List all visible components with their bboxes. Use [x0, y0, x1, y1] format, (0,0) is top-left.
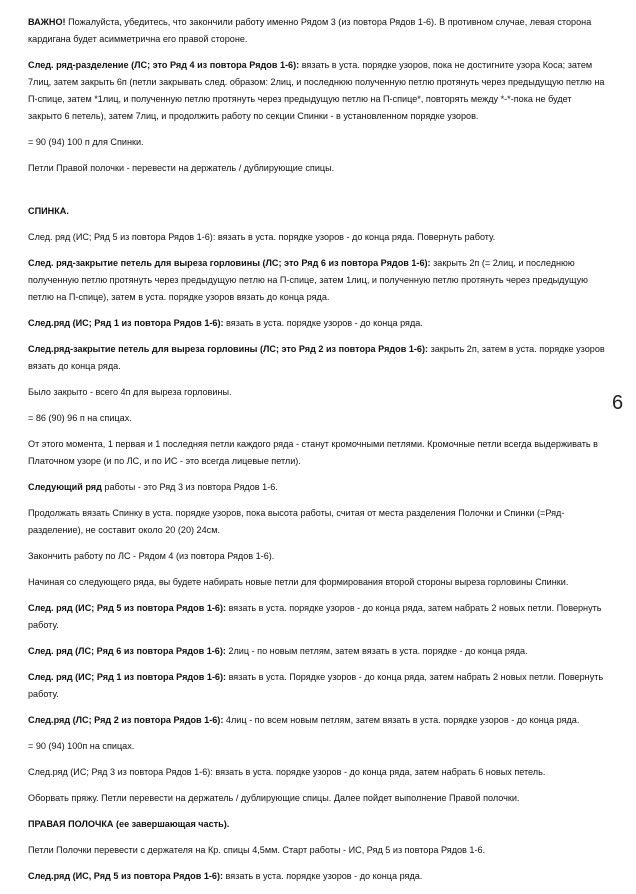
paragraph-row2: [28, 712, 606, 729]
paragraph-text: закрыть 2п (= 2лиц, и последнюю полученную петлю протянуть через предыдущую петлю на П-спице, затем 1лиц, и полученную петлю протянуть через предыдущую петлю на П-спице), затем в уста. порядке узоров вязать до конца ряда.: [28, 258, 588, 302]
paragraph-bold: След.ряд (ИС, Ряд 5 из повтора Рядов 1-6):: [28, 871, 224, 881]
paragraph-cast-on-intro: [28, 574, 606, 591]
paragraph-stitch-count-90: [28, 738, 606, 755]
section-heading-back: [28, 203, 606, 220]
heading-text: СПИНКА.: [28, 206, 69, 216]
paragraph-text: = 90 (94) 100п на спицах.: [28, 741, 135, 751]
paragraph-back-count: [28, 134, 606, 151]
paragraph-bound-total: [28, 384, 606, 401]
paragraph-right-front-hold: [28, 160, 606, 177]
paragraph-stitch-count-86: [28, 410, 606, 427]
paragraph-text: Начиная со следующего ряда, вы будете набирать новые петли для формирования второй стороны выреза горловины Спинки.: [28, 577, 569, 587]
paragraph-bold: След. ряд (ЛС; Ряд 6 из повтора Рядов 1-6):: [28, 646, 226, 656]
paragraph-next-row: [28, 479, 606, 496]
paragraph-bold: След. ряд (ИС; Ряд 5 из повтора Рядов 1-6):: [28, 603, 227, 613]
paragraph-text: След. ряд (ИС; Ряд 5 из повтора Рядов 1-6): вязать в уста. порядке узоров - до конца ряда. Повернуть работу.: [28, 232, 496, 242]
paragraph-bold: След.ряд (ИС; Ряд 1 из повтора Рядов 1-6):: [28, 318, 224, 328]
page-number: 6: [612, 392, 624, 414]
paragraph-finish-row4: [28, 548, 606, 565]
paragraph-text: вязать в уста. порядке узоров - до конца ряда.: [223, 318, 423, 328]
paragraph-text: След.ряд (ИС; Ряд 3 из повтора Рядов 1-6): вязать в уста. порядке узоров - до конца ряда, затем набрать 6 новых петель.: [28, 767, 546, 777]
paragraph-text: 2лиц - по новым петлям, затем вязать в уста. порядке - до конца ряда.: [225, 646, 528, 656]
paragraph-text: вязать в уста. Порядке узоров - до конца ряда, затем набрать 2 новых петли. Повернуть работу.: [28, 672, 604, 699]
paragraph-cast-on-row5: [28, 600, 606, 634]
section-heading-right-front: [28, 816, 606, 833]
paragraph-text: Пожалуйста, убедитесь, что закончили работу именно Рядом 3 (из повтора Рядов 1-6). В противном случае, левая сторона кардигана будет асимметрична его правой стороне.: [28, 17, 592, 44]
paragraph-continue-back: [28, 505, 606, 539]
paragraph-important: [28, 14, 606, 48]
paragraph-back-row1: [28, 315, 606, 332]
paragraph-break-yarn: [28, 790, 606, 807]
paragraph-row6: [28, 643, 606, 660]
paragraph-row3-cast-on: [28, 764, 606, 781]
paragraph-text: Петли Полочки перевести с держателя на Кр. спицы 4,5мм. Старт работы - ИС, Ряд 5 из повтора Рядов 1-6.: [28, 845, 486, 855]
paragraph-bold: След. ряд (ИС; Ряд 1 из повтора Рядов 1-6):: [28, 672, 227, 682]
paragraph-text: = 86 (90) 96 п на спицах.: [28, 413, 132, 423]
paragraph-bold: Следующий ряд: [28, 482, 102, 492]
paragraph-text: закрыть 2п, затем в уста. порядке узоров вязать до конца ряда.: [28, 344, 605, 371]
paragraph-bold: След.ряд (ЛС; Ряд 2 из повтора Рядов 1-6):: [28, 715, 224, 725]
document-page: [28, 14, 606, 894]
paragraph-text: Закончить работу по ЛС - Рядом 4 (из повтора Рядов 1-6).: [28, 551, 275, 561]
paragraph-bold: ВАЖНО!: [28, 17, 66, 27]
paragraph-final-row5: [28, 868, 606, 885]
paragraph-text: вязать в уста. порядке узоров - до конца ряда.: [223, 871, 423, 881]
paragraph-text: Петли Правой полочки - перевести на держатель / дублирующие спицы.: [28, 163, 335, 173]
paragraph-cast-on-row1: [28, 669, 606, 703]
section-gap: [28, 186, 606, 203]
paragraph-text: работы - это Ряд 3 из повтора Рядов 1-6.: [101, 482, 278, 492]
paragraph-edge-stitches: [28, 436, 606, 470]
paragraph-bold: След. ряд-разделение (ЛС; это Ряд 4 из повтора Рядов 1-6):: [28, 60, 300, 70]
paragraph-text: Было закрыто - всего 4п для выреза горловины.: [28, 387, 232, 397]
paragraph-transfer-stitches: [28, 842, 606, 859]
heading-text: ПРАВАЯ ПОЛОЧКА (ее завершающая часть).: [28, 819, 230, 829]
paragraph-bold: След. ряд-закрытие петель для выреза горловины (ЛС; это Ряд 6 из повтора Рядов 1-6):: [28, 258, 431, 268]
paragraph-text: 4лиц - по всем новым петлям, затем вязать в уста. порядке узоров - до конца ряда.: [223, 715, 580, 725]
paragraph-text: вязать в уста. порядке узоров, пока не достигните узора Коса; затем 7лиц, затем закрыть 6п (петли закрывать след. образом: 2лиц, и последнюю полученную петлю протянуть через предыдущую петлю на П-спице, затем *1лиц, и полученную петлю протянуть через предыдущую петлю на П-спице*, повторять между *-*-пока не будет закрыто 6 петель), затем 7лиц, и продолжить работу по секции Спинки - в установленном порядке узоров.: [28, 60, 605, 121]
paragraph-division-row: [28, 57, 606, 125]
paragraph-text: = 90 (94) 100 п для Спинки.: [28, 137, 144, 147]
paragraph-text: Продолжать вязать Спинку в уста. порядке узоров, пока высота работы, считая от места разделения Полочки и Спинки (=Ряд-разделение), не составит около 20 (20) 24см.: [28, 508, 565, 535]
paragraph-text: вязать в уста. порядке узоров - до конца ряда, затем набрать 2 новых петли. Повернуть работу.: [28, 603, 602, 630]
paragraph-back-row5: [28, 229, 606, 246]
paragraph-neck-bindoff-1: [28, 255, 606, 306]
paragraph-neck-bindoff-2: [28, 341, 606, 375]
paragraph-text: От этого момента, 1 первая и 1 последняя петли каждого ряда - станут кромочными петлями. Кромочные петли всегда выдерживать в Платочном узоре (и по ЛС, и по ИС - это всегда лицевые петли).: [28, 439, 598, 466]
paragraph-text: Оборвать пряжу. Петли перевести на держатель / дублирующие спицы. Далее пойдет выполнение Правой полочки.: [28, 793, 520, 803]
paragraph-bold: След.ряд-закрытие петель для выреза горловины (ЛС; это Ряд 2 из повтора Рядов 1-6):: [28, 344, 429, 354]
